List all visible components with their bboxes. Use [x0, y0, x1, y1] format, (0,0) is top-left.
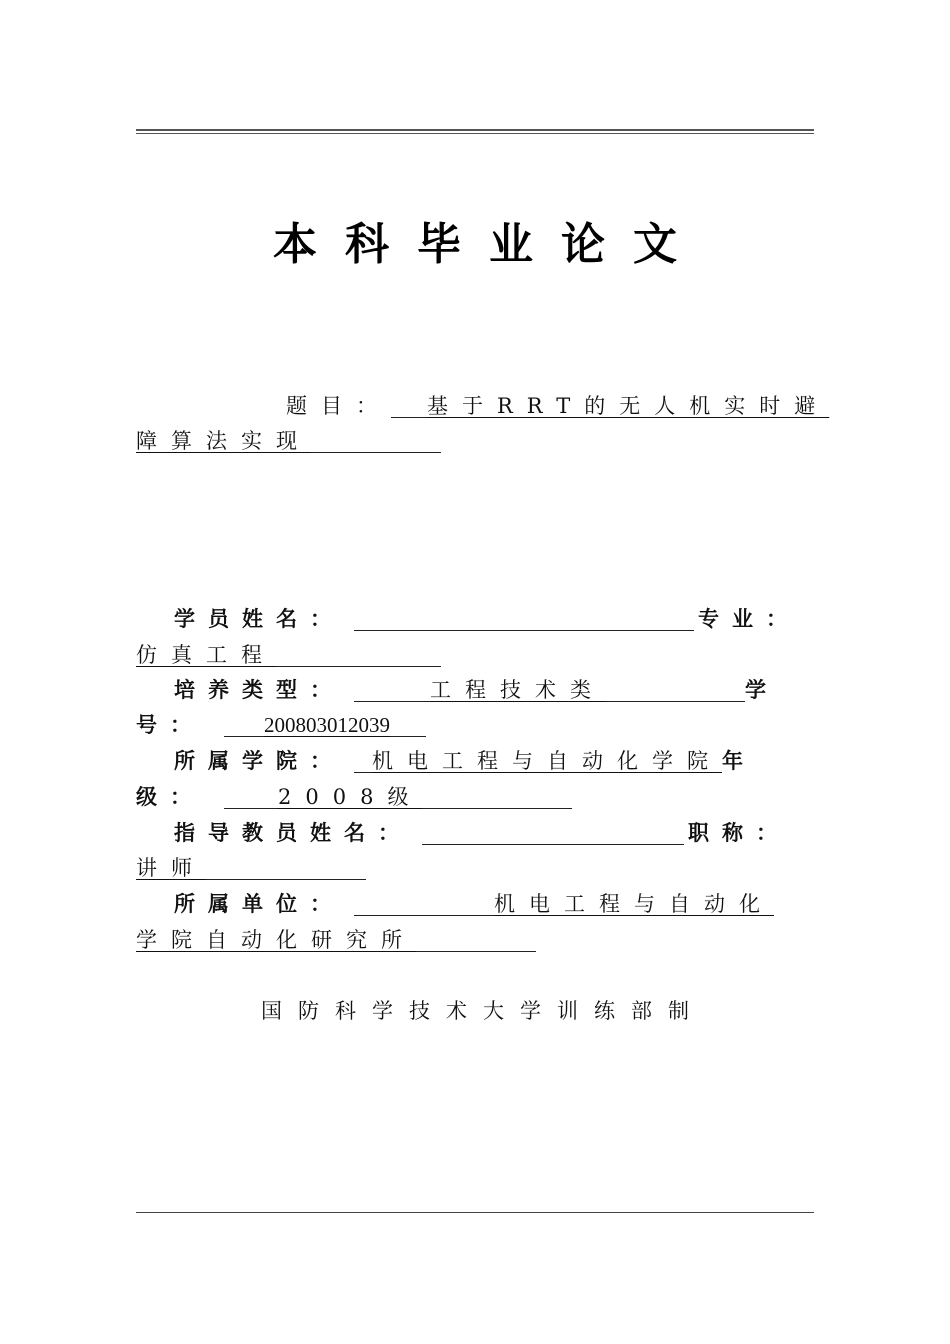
topic-label: 题目：	[286, 394, 391, 418]
college-value: 机电工程与自动化学院	[372, 749, 722, 773]
bottom-rule	[136, 1212, 814, 1213]
student-id-line	[136, 708, 816, 742]
topic-value-line1: 基于RRT的无人机实时避	[427, 394, 830, 418]
training-type-label: 培养类型：	[174, 678, 344, 702]
student-id-value: 200803012039	[264, 713, 390, 737]
student-name-line	[136, 602, 816, 636]
student-name-label: 学员姓名：	[174, 607, 344, 631]
advisor-field	[422, 822, 684, 845]
student-name-field	[354, 608, 694, 631]
advisor-line	[136, 816, 816, 850]
grade-line	[136, 780, 816, 814]
topic-line-1	[136, 389, 830, 423]
top-double-rule-thin	[136, 133, 814, 134]
title-label: 职称：	[688, 821, 790, 845]
training-type-value: 工程技术类	[430, 678, 605, 702]
student-id-label-2: 号：	[136, 713, 204, 737]
training-type-line	[136, 673, 816, 707]
advisor-label: 指导教员姓名：	[174, 821, 412, 845]
unit-line-2	[136, 923, 816, 957]
topic-line-2	[136, 424, 816, 458]
issuer-footer: 国防科学技术大学训练部制	[261, 999, 705, 1023]
grade-label-1: 年	[722, 749, 756, 773]
topic-value-line2: 障算法实现	[136, 429, 311, 453]
unit-label: 所属单位：	[174, 892, 344, 916]
major-line	[136, 638, 816, 672]
professional-title-value: 讲师	[136, 856, 206, 880]
unit-line-1	[136, 887, 816, 921]
student-id-label-1: 学	[745, 678, 779, 702]
grade-label-2: 级：	[136, 785, 204, 809]
grade-value: 2008级	[278, 785, 423, 809]
unit-value-line2: 学院自动化研究所	[136, 928, 416, 952]
professional-title-line	[136, 851, 816, 885]
college-line	[136, 744, 816, 778]
major-label: 专业：	[698, 607, 800, 631]
college-label: 所属学院：	[174, 749, 344, 773]
thesis-title: 本科毕业论文	[273, 219, 705, 270]
unit-value-line1: 机电工程与自动化	[494, 892, 774, 916]
top-double-rule-thick	[136, 129, 814, 131]
major-value: 仿真工程	[136, 643, 276, 667]
